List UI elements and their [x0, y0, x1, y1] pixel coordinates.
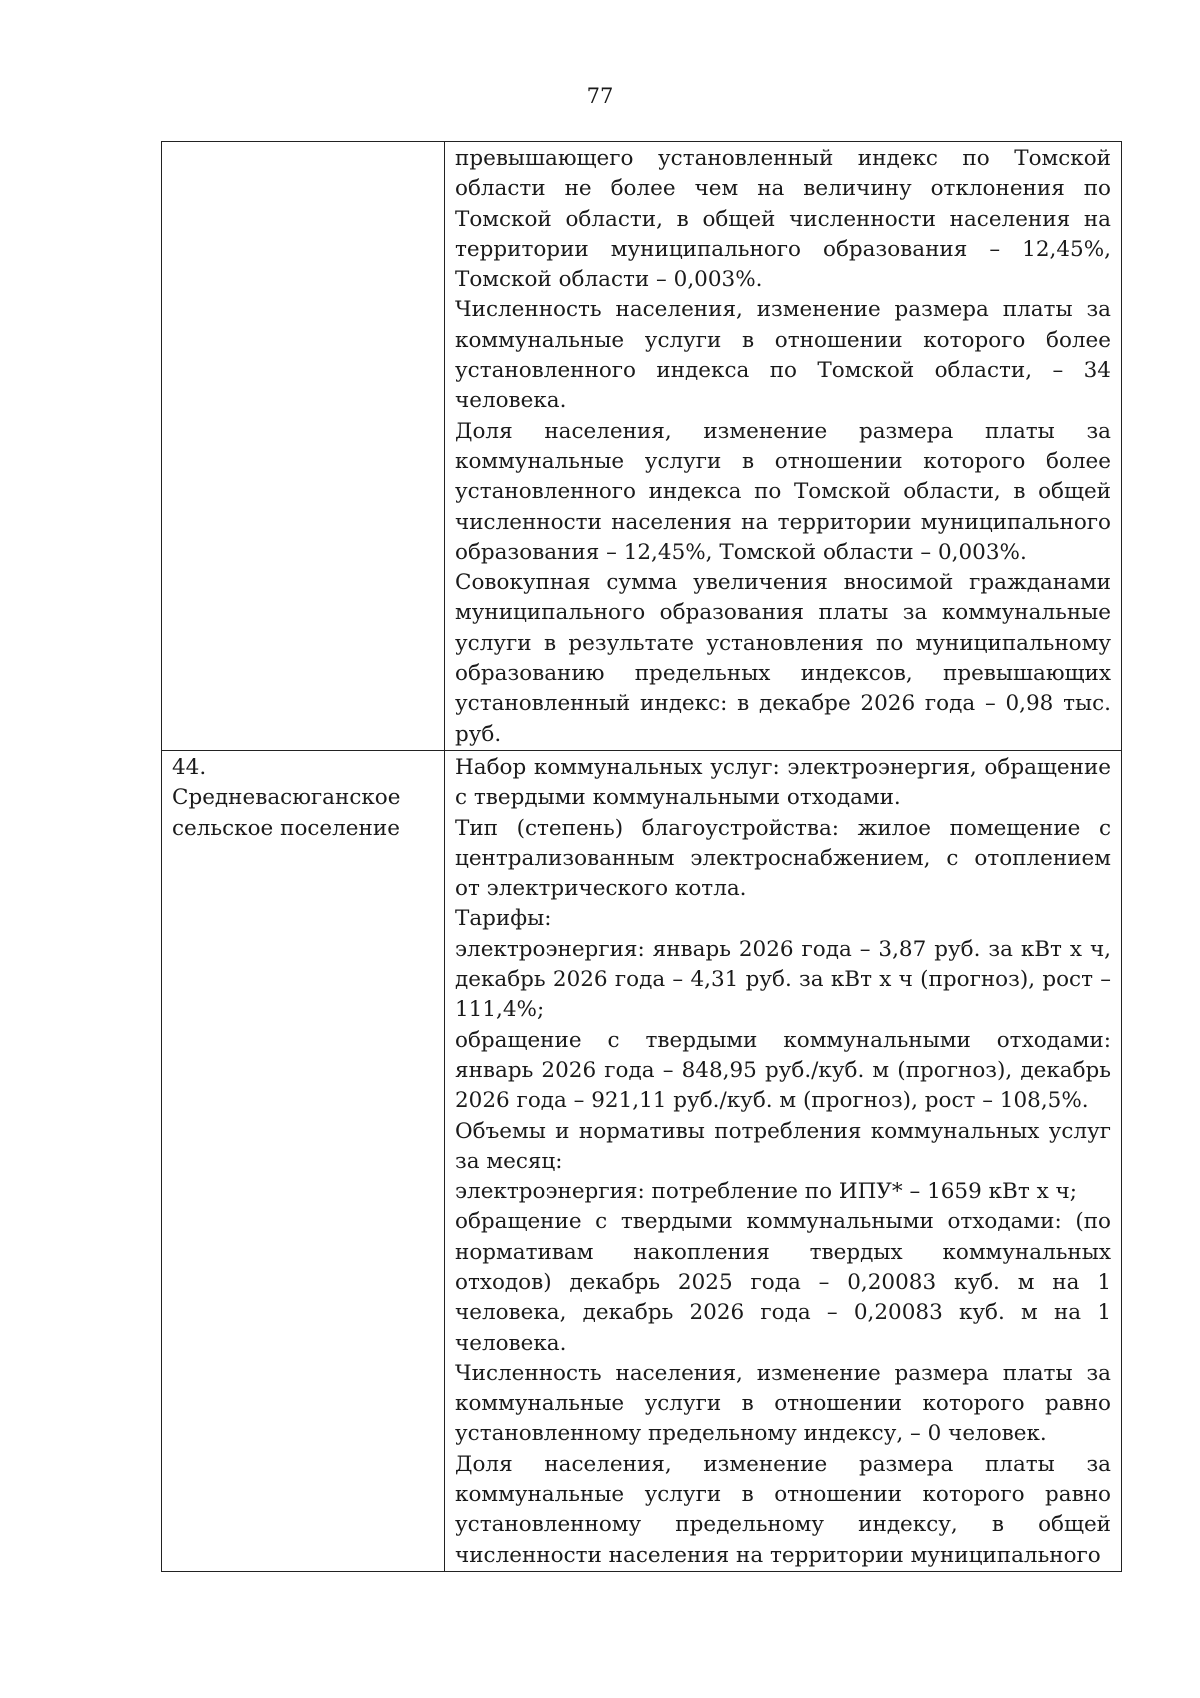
paragraph: Тип (степень) благоустройства: жилое помещение с централизованным электроснабжением, с отоплением от электрического котла. — [455, 815, 1111, 902]
paragraph: обращение с твердыми коммунальными отходами: январь 2026 года – 848,95 руб./куб. м (прогноз), декабрь 2026 года – 921,11 руб./куб. м (прогноз), рост – 108,5%. — [455, 1027, 1111, 1114]
paragraph: Набор коммунальных услуг: электроэнергия, обращение с твердыми коммунальными отходами. — [455, 754, 1111, 811]
paragraph: Объемы и нормативы потребления коммунальных услуг за месяц: — [455, 1118, 1111, 1174]
paragraph: Численность населения, изменение размера платы за коммунальные услуги в отношении которого равно установленному предельному индексу, – 0 человек. — [455, 1360, 1111, 1447]
paragraph: Численность населения, изменение размера платы за коммунальные услуги в отношении которого более установленного индекса по Томской области, – 34 человека. — [455, 297, 1111, 414]
description-cell — [445, 142, 1122, 751]
document-table — [161, 141, 1122, 1572]
paragraph: Совокупная сумма увеличения вносимой гражданами муниципального образования платы за коммунальные услуги в результате установления по муниципальному образованию предельных индексов, превышающих установленный индекс: в декабре 2026 года – 0,98 тыс. руб. — [455, 570, 1111, 747]
row-number: 44. — [172, 754, 207, 780]
municipality-name: Средневасюганское — [172, 785, 401, 811]
description-cell — [445, 750, 1122, 1571]
municipality-cell — [162, 142, 445, 751]
page-number: 77 — [586, 84, 614, 108]
paragraph: обращение с твердыми коммунальными отходами: (по нормативам накопления твердых коммунальных отходов) декабрь 2025 года – 0,20083 куб. м на 1 человека, декабрь 2026 года – 0,20083 куб. м на 1 человека. — [455, 1209, 1111, 1356]
paragraph: электроэнергия: январь 2026 года – 3,87 руб. за кВт х ч, декабрь 2026 года – 4,31 руб. за кВт х ч (прогноз), рост – 111,4%; — [455, 936, 1111, 1023]
paragraph: превышающего установленный индекс по Томской области не более чем на величину отклонения по Томской области, в общей численности населения на территории муниципального образования – 12,45%, Томской области – 0,003%. — [455, 146, 1111, 293]
paragraph: Доля населения, изменение размера платы за коммунальные услуги в отношении которого равно установленному предельному индексу, в общей численности населения на территории муниципального — [455, 1451, 1111, 1568]
paragraph: Доля населения, изменение размера платы за коммунальные услуги в отношении которого более установленного индекса по Томской области, в общей численности населения на территории муниципального образования – 12,45%, Томской области – 0,003%. — [455, 418, 1111, 565]
municipality-type: сельское поселение — [172, 815, 400, 841]
table-row — [162, 142, 1122, 751]
table-row — [162, 750, 1122, 1571]
paragraph: Тарифы: — [455, 906, 552, 932]
municipality-cell — [162, 750, 445, 1571]
paragraph: электроэнергия: потребление по ИПУ* – 1659 кВт х ч; — [455, 1179, 1077, 1205]
